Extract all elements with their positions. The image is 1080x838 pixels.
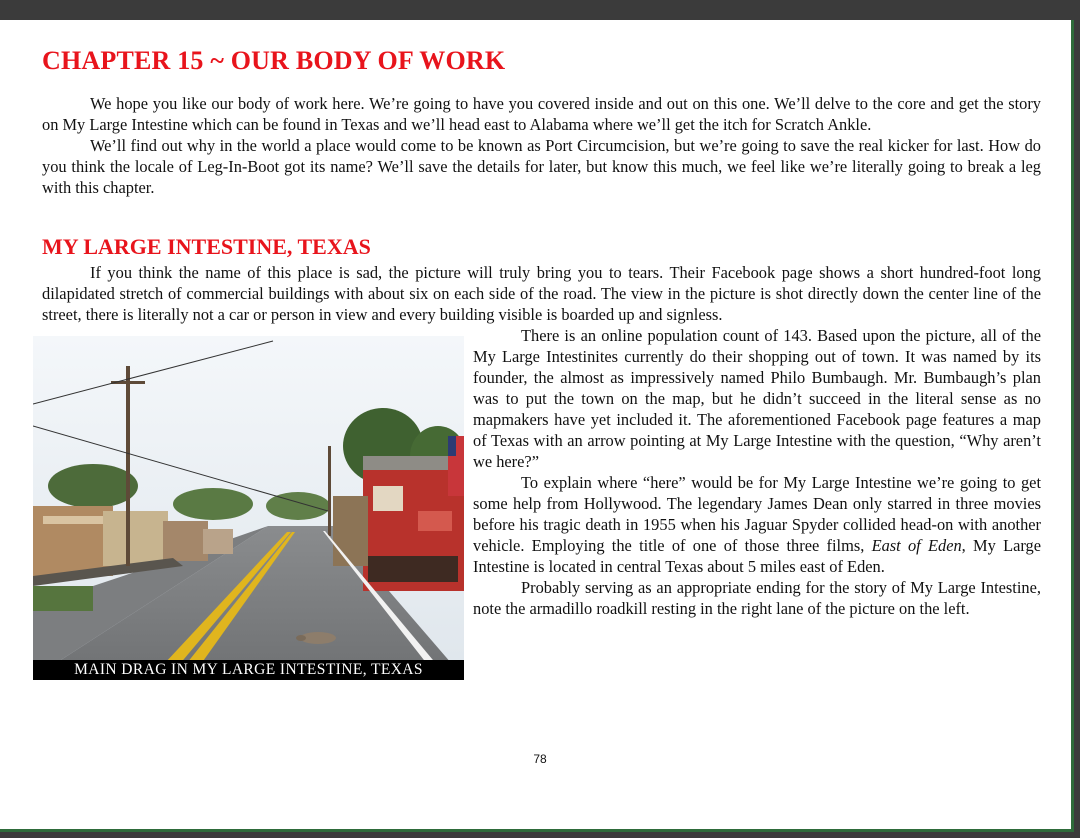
right-paragraph-2-end: , My Large Intestine is located in central Texas about 5 miles east of Eden. xyxy=(473,536,1041,576)
section-paragraph-1: If you think the name of this place is sad, the picture will truly bring you to tears. Their Facebook page shows a short hundred-foot long dilapidated stretch of commercial buildings with about six on each side of the road. The view in the picture is shot directly down the center line of the street, there is literally not a car or person in view and every building visible is boarded up and signless. xyxy=(42,263,1041,324)
photo-caption: MAIN DRAG IN MY LARGE INTESTINE, TEXAS xyxy=(33,660,464,680)
intro-paragraph-2: We’ll find out why in the world a place would come to be known as Port Circumcision, but we’re going to save the real kicker for last. How do you think the locale of Leg-In-Boot got its name? We’ll save the details for later, but know this much, we feel like we’re literally going to break a leg with this chapter. xyxy=(42,136,1041,197)
right-paragraph-2 xyxy=(473,472,1041,577)
chapter-title: CHAPTER 15 ~ OUR BODY OF WORK xyxy=(42,46,506,75)
section-text xyxy=(42,262,1041,325)
right-column-text xyxy=(473,325,1041,619)
section-title: MY LARGE INTESTINE, TEXAS xyxy=(42,234,371,259)
intro-paragraph-1: We hope you like our body of work here. We’re going to have you covered inside and out on this one. We’ll delve to the core and get the story on My Large Intestine which can be found in Texas and we’ll head east to Alabama where we’ll get the itch for Scratch Ankle. xyxy=(42,94,1041,134)
film-title: East of Eden xyxy=(871,536,962,555)
document-page xyxy=(0,20,1074,832)
right-paragraph-3: Probably serving as an appropriate ending for the story of My Large Intestine, note the armadillo roadkill resting in the right lane of the picture on the left. xyxy=(473,578,1041,618)
right-paragraph-1: There is an online population count of 143. Based upon the picture, all of the My Large Intestinites currently do their shopping out of town. It was named by its founder, the almost as impressively named Philo Bumbaugh. Mr. Bumbaugh’s plan was to put the town on the map, but he didn’t succeed in the literal sense as no mapmakers have yet included it. The aforementioned Facebook page features a map of Texas with an arrow pointing at My Large Intestine with the question, “Why aren’t we here?” xyxy=(473,326,1041,471)
page-number: 78 xyxy=(533,752,547,766)
intro-text xyxy=(42,93,1041,198)
street-photo xyxy=(33,336,464,678)
street-photo-illustration xyxy=(33,336,464,678)
right-paragraph-2-start: To explain where “here” would be for My Large Intestine we’re going to get some help from Hollywood. The legendary James Dean only starred in three movies before his tragic death in 1955 when his Jaguar Spyder collided head-on with another vehicle. Employing the title of one of those three films, xyxy=(473,473,1041,555)
